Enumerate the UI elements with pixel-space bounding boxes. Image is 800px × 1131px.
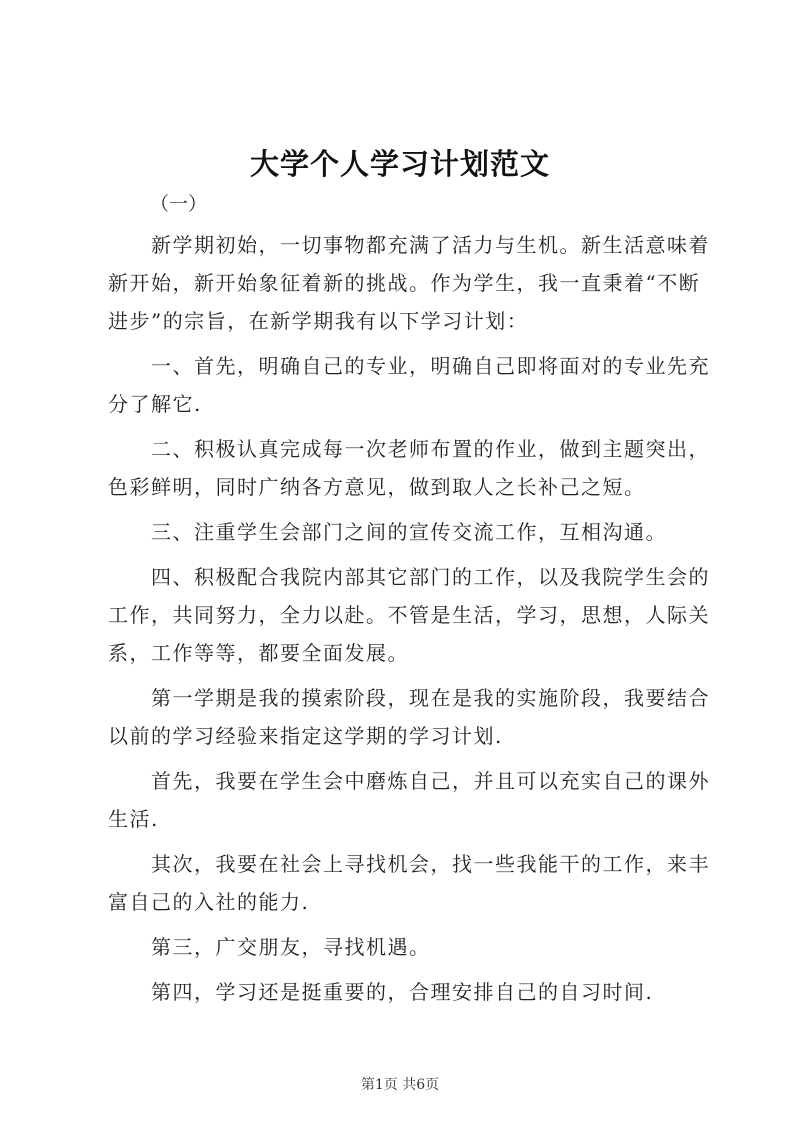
document-title: 大学个人学习计划范文 <box>249 147 550 181</box>
text-line: 其次，我要在社会上寻找机会，找一些我能干的工作，来丰 <box>151 852 710 876</box>
text-line: 生活. <box>108 807 159 831</box>
paragraph <box>108 513 712 551</box>
text-line: 色彩鲜明，同时广纳各方意见，做到取人之长补己之短。 <box>108 475 646 499</box>
text-line: 分了解它. <box>108 392 202 416</box>
paragraph <box>108 762 712 838</box>
section-label: （一） <box>150 193 208 215</box>
text-line: 系，工作等等，都要全面发展。 <box>108 641 409 665</box>
text-line: 工作，共同努力，全力以赴。不管是生活，学习，思想，人际关 <box>108 603 710 627</box>
text-line: 以前的学习经验来指定这学期的学习计划. <box>108 724 503 748</box>
text-line: 新学期初始，一切事物都充满了活力与生机。新生活意味着 <box>151 233 710 257</box>
paragraph <box>108 973 712 1011</box>
text-line: 首先，我要在学生会中磨炼自己，并且可以充实自己的课外 <box>151 769 710 793</box>
text-line: 第四，学习还是挺重要的，合理安排自己的自习时间. <box>151 980 654 1004</box>
paragraph <box>108 558 712 672</box>
text-line: 一、首先，明确自己的专业，明确自己即将面对的专业先充 <box>151 354 710 378</box>
text-line: 新开始，新开始象征着新的挑战。作为学生，我一直秉着“不断 <box>108 271 701 295</box>
text-line: 三、注重学生会部门之间的宣传交流工作，互相沟通。 <box>151 520 667 544</box>
paragraph <box>108 679 712 755</box>
text-line: 进步”的宗旨，在新学期我有以下学习计划： <box>108 309 529 333</box>
page-footer: 第1页 共6页 <box>360 1077 440 1093</box>
text-line: 二、积极认真完成每一次老师布置的作业，做到主题突出， <box>151 437 710 461</box>
paragraph <box>108 928 712 966</box>
text-line: 富自己的入社的能力. <box>108 890 310 914</box>
paragraph <box>108 845 712 921</box>
text-line: 四、积极配合我院内部其它部门的工作，以及我院学生会的 <box>151 565 710 589</box>
paragraph <box>108 347 712 423</box>
text-line: 第一学期是我的摸索阶段，现在是我的实施阶段，我要结合 <box>151 686 710 710</box>
document-body <box>108 226 712 1018</box>
paragraph <box>108 430 712 506</box>
text-line: 第三，广交朋友，寻找机遇。 <box>151 935 431 959</box>
paragraph <box>108 226 712 340</box>
